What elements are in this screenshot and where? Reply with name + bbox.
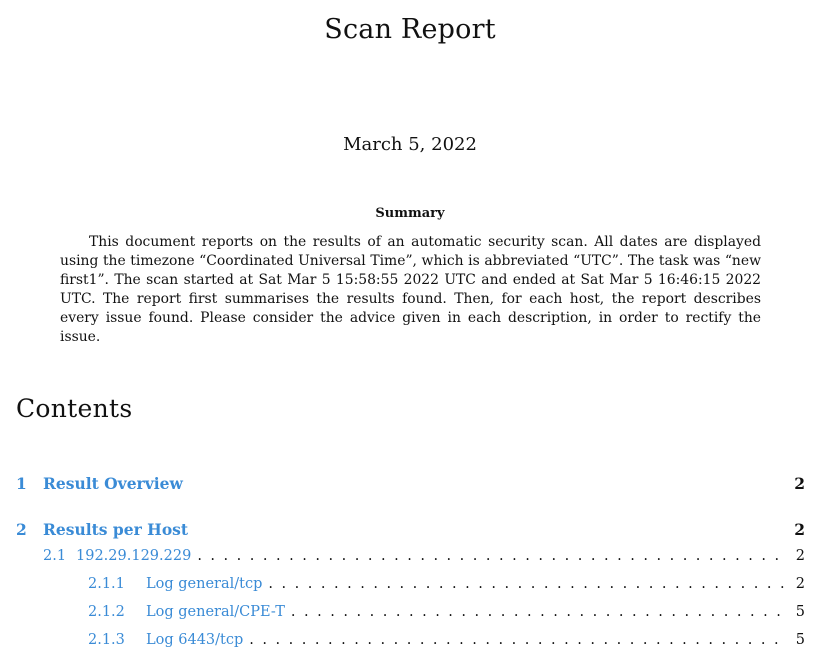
contents-heading: Contents xyxy=(16,394,133,423)
toc-entry-label: Log general/tcp xyxy=(146,576,263,592)
toc-entry-page: 2 xyxy=(795,548,805,564)
document-title: Scan Report xyxy=(324,14,496,45)
toc-entry-host[interactable] xyxy=(16,548,805,564)
toc-entry-number: 2.1.1 xyxy=(88,576,125,592)
document-date: March 5, 2022 xyxy=(343,134,477,155)
toc-leader-dots xyxy=(197,548,787,564)
toc-entry-number: 2.1 xyxy=(43,548,67,564)
toc-entry-page: 5 xyxy=(795,604,805,620)
toc-leader-dots xyxy=(249,632,787,648)
toc-entry-label: Log 6443/tcp xyxy=(146,632,244,648)
toc-entry-page: 2 xyxy=(794,474,805,493)
toc-entry-label: Results per Host xyxy=(43,520,189,539)
toc-entry-page: 5 xyxy=(795,632,805,648)
toc-entry-log-general-tcp[interactable] xyxy=(16,576,805,592)
toc-entry-result-overview[interactable] xyxy=(16,474,805,493)
toc-entry-label: Result Overview xyxy=(43,474,183,493)
summary-heading: Summary xyxy=(375,206,445,221)
toc-entry-page: 2 xyxy=(795,576,805,592)
toc-entry-number: 2.1.3 xyxy=(88,632,125,648)
toc-leader-dots xyxy=(268,576,787,592)
toc-entry-log-6443-tcp[interactable] xyxy=(16,632,805,648)
toc-entry-page: 2 xyxy=(794,520,805,539)
toc-entry-results-per-host[interactable] xyxy=(16,520,805,539)
toc-entry-label: 192.29.129.229 xyxy=(76,548,192,564)
summary-paragraph: This document reports on the results of an automatic security scan. All dates are displayed using the timezone “Coordinated Universal Time”, which is abbreviated “UTC”. The task was “new first1”. The scan started at Sat Mar 5 15:58:55 2022 UTC and ended at Sat Mar 5 16:46:15 2022 UTC. The report first summarises the results found. Then, for each host, the report describes every issue found. Please consider the advice given in each description, in order to rectify the issue. xyxy=(60,234,761,345)
toc-leader-dots xyxy=(291,604,788,620)
toc-entry-label: Log general/CPE-T xyxy=(146,604,285,620)
toc-entry-log-general-cpe-t[interactable] xyxy=(16,604,805,620)
toc-entry-number: 2.1.2 xyxy=(88,604,125,620)
toc-entry-number: 2 xyxy=(16,520,27,539)
toc-entry-number: 1 xyxy=(16,474,27,493)
